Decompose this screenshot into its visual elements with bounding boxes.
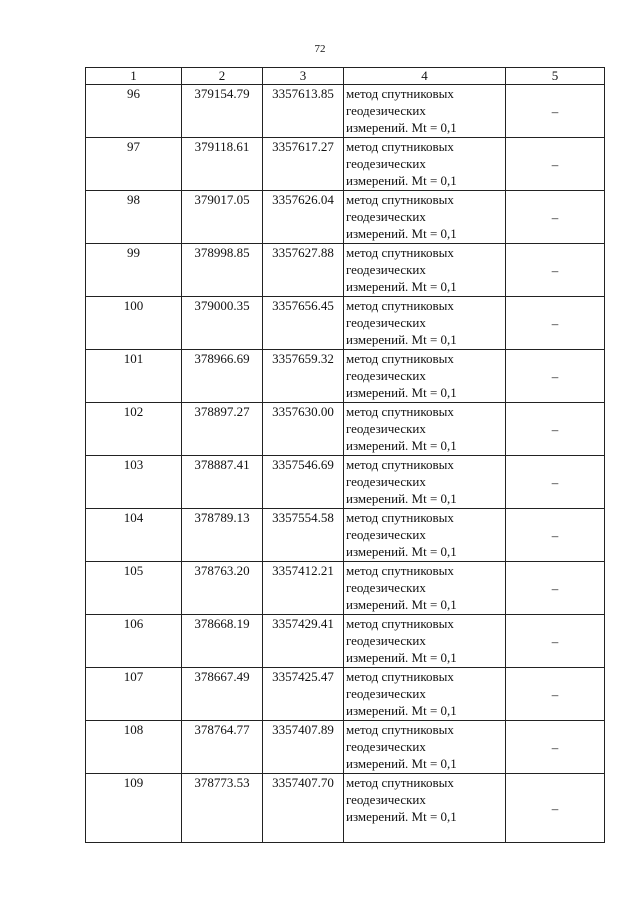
table-row [86, 138, 605, 191]
method-line: метод спутниковых [346, 86, 454, 101]
note-dash: – [506, 85, 605, 138]
coord-x: 379017.05 [182, 191, 263, 244]
method-line: метод спутниковых [346, 298, 454, 313]
coord-y: 3357656.45 [263, 297, 344, 350]
point-number: 108 [86, 721, 182, 774]
table-row [86, 350, 605, 403]
measurement-method [344, 244, 506, 297]
method-line: геодезических [346, 103, 426, 118]
method-line: геодезических [346, 156, 426, 171]
method-line: геодезических [346, 580, 426, 595]
measurement-method [344, 456, 506, 509]
method-line: метод спутниковых [346, 404, 454, 419]
method-line: геодезических [346, 315, 426, 330]
page-number: 72 [314, 43, 326, 55]
coord-y: 3357407.70 [263, 774, 344, 843]
point-number: 105 [86, 562, 182, 615]
note-dash: – [506, 774, 605, 843]
method-line: геодезических [346, 739, 426, 754]
coord-x: 378667.49 [182, 668, 263, 721]
method-line: метод спутниковых [346, 616, 454, 631]
measurement-method [344, 774, 506, 843]
coord-y: 3357429.41 [263, 615, 344, 668]
note-dash: – [506, 191, 605, 244]
coordinates-table [85, 67, 605, 843]
table-row [86, 191, 605, 244]
measurement-method [344, 721, 506, 774]
method-line: геодезических [346, 421, 426, 436]
method-line: измерений. Mt = 0,1 [346, 173, 457, 188]
method-line: геодезических [346, 209, 426, 224]
coord-y: 3357407.89 [263, 721, 344, 774]
point-number: 109 [86, 774, 182, 843]
table-row [86, 774, 605, 843]
measurement-method [344, 615, 506, 668]
coord-y: 3357627.88 [263, 244, 344, 297]
method-line: метод спутниковых [346, 351, 454, 366]
measurement-method [344, 350, 506, 403]
point-number: 107 [86, 668, 182, 721]
method-line: геодезических [346, 527, 426, 542]
note-dash: – [506, 403, 605, 456]
method-line: метод спутниковых [346, 139, 454, 154]
method-line: измерений. Mt = 0,1 [346, 544, 457, 559]
coord-x: 378668.19 [182, 615, 263, 668]
table-row [86, 562, 605, 615]
point-number: 96 [86, 85, 182, 138]
header-col-1: 1 [86, 68, 182, 85]
measurement-method [344, 297, 506, 350]
coord-x: 378764.77 [182, 721, 263, 774]
method-line: измерений. Mt = 0,1 [346, 756, 457, 771]
method-line: геодезических [346, 792, 426, 807]
table-row [86, 244, 605, 297]
measurement-method [344, 509, 506, 562]
method-line: измерений. Mt = 0,1 [346, 809, 457, 824]
table-header-row [86, 68, 605, 85]
coord-x: 378998.85 [182, 244, 263, 297]
method-line: измерений. Mt = 0,1 [346, 650, 457, 665]
method-line: метод спутниковых [346, 722, 454, 737]
table-row [86, 509, 605, 562]
method-line: измерений. Mt = 0,1 [346, 703, 457, 718]
note-dash: – [506, 668, 605, 721]
note-dash: – [506, 350, 605, 403]
method-line: метод спутниковых [346, 192, 454, 207]
table-row [86, 297, 605, 350]
method-line: измерений. Mt = 0,1 [346, 120, 457, 135]
table-row [86, 668, 605, 721]
method-line: геодезических [346, 686, 426, 701]
coord-x: 379154.79 [182, 85, 263, 138]
table-row [86, 721, 605, 774]
note-dash: – [506, 509, 605, 562]
method-line: геодезических [346, 633, 426, 648]
method-line: измерений. Mt = 0,1 [346, 332, 457, 347]
coord-x: 378966.69 [182, 350, 263, 403]
coord-x: 378773.53 [182, 774, 263, 843]
measurement-method [344, 668, 506, 721]
point-number: 102 [86, 403, 182, 456]
header-col-2: 2 [182, 68, 263, 85]
header-col-5: 5 [506, 68, 605, 85]
note-dash: – [506, 562, 605, 615]
coord-x: 378763.20 [182, 562, 263, 615]
coord-y: 3357626.04 [263, 191, 344, 244]
measurement-method [344, 85, 506, 138]
table-row [86, 85, 605, 138]
note-dash: – [506, 456, 605, 509]
coord-y: 3357425.47 [263, 668, 344, 721]
coord-y: 3357554.58 [263, 509, 344, 562]
measurement-method [344, 403, 506, 456]
method-line: измерений. Mt = 0,1 [346, 491, 457, 506]
header-col-4: 4 [344, 68, 506, 85]
method-line: геодезических [346, 262, 426, 277]
point-number: 106 [86, 615, 182, 668]
point-number: 104 [86, 509, 182, 562]
method-line: метод спутниковых [346, 457, 454, 472]
method-line: метод спутниковых [346, 510, 454, 525]
coord-x: 378789.13 [182, 509, 263, 562]
method-line: измерений. Mt = 0,1 [346, 438, 457, 453]
point-number: 103 [86, 456, 182, 509]
note-dash: – [506, 615, 605, 668]
coord-y: 3357613.85 [263, 85, 344, 138]
table-row [86, 403, 605, 456]
method-line: метод спутниковых [346, 669, 454, 684]
point-number: 101 [86, 350, 182, 403]
note-dash: – [506, 138, 605, 191]
coord-y: 3357617.27 [263, 138, 344, 191]
measurement-method [344, 191, 506, 244]
measurement-method [344, 138, 506, 191]
table-row [86, 615, 605, 668]
coord-x: 379118.61 [182, 138, 263, 191]
point-number: 98 [86, 191, 182, 244]
table-body [86, 85, 605, 843]
coord-x: 378887.41 [182, 456, 263, 509]
method-line: метод спутниковых [346, 775, 454, 790]
header-col-3: 3 [263, 68, 344, 85]
method-line: геодезических [346, 474, 426, 489]
method-line: измерений. Mt = 0,1 [346, 279, 457, 294]
note-dash: – [506, 244, 605, 297]
measurement-method [344, 562, 506, 615]
point-number: 99 [86, 244, 182, 297]
method-line: метод спутниковых [346, 245, 454, 260]
coord-y: 3357412.21 [263, 562, 344, 615]
coord-y: 3357546.69 [263, 456, 344, 509]
coord-y: 3357659.32 [263, 350, 344, 403]
table-row [86, 456, 605, 509]
method-line: метод спутниковых [346, 563, 454, 578]
note-dash: – [506, 721, 605, 774]
note-dash: – [506, 297, 605, 350]
coord-x: 378897.27 [182, 403, 263, 456]
coord-x: 379000.35 [182, 297, 263, 350]
point-number: 97 [86, 138, 182, 191]
point-number: 100 [86, 297, 182, 350]
method-line: геодезических [346, 368, 426, 383]
coord-y: 3357630.00 [263, 403, 344, 456]
method-line: измерений. Mt = 0,1 [346, 385, 457, 400]
method-line: измерений. Mt = 0,1 [346, 597, 457, 612]
method-line: измерений. Mt = 0,1 [346, 226, 457, 241]
